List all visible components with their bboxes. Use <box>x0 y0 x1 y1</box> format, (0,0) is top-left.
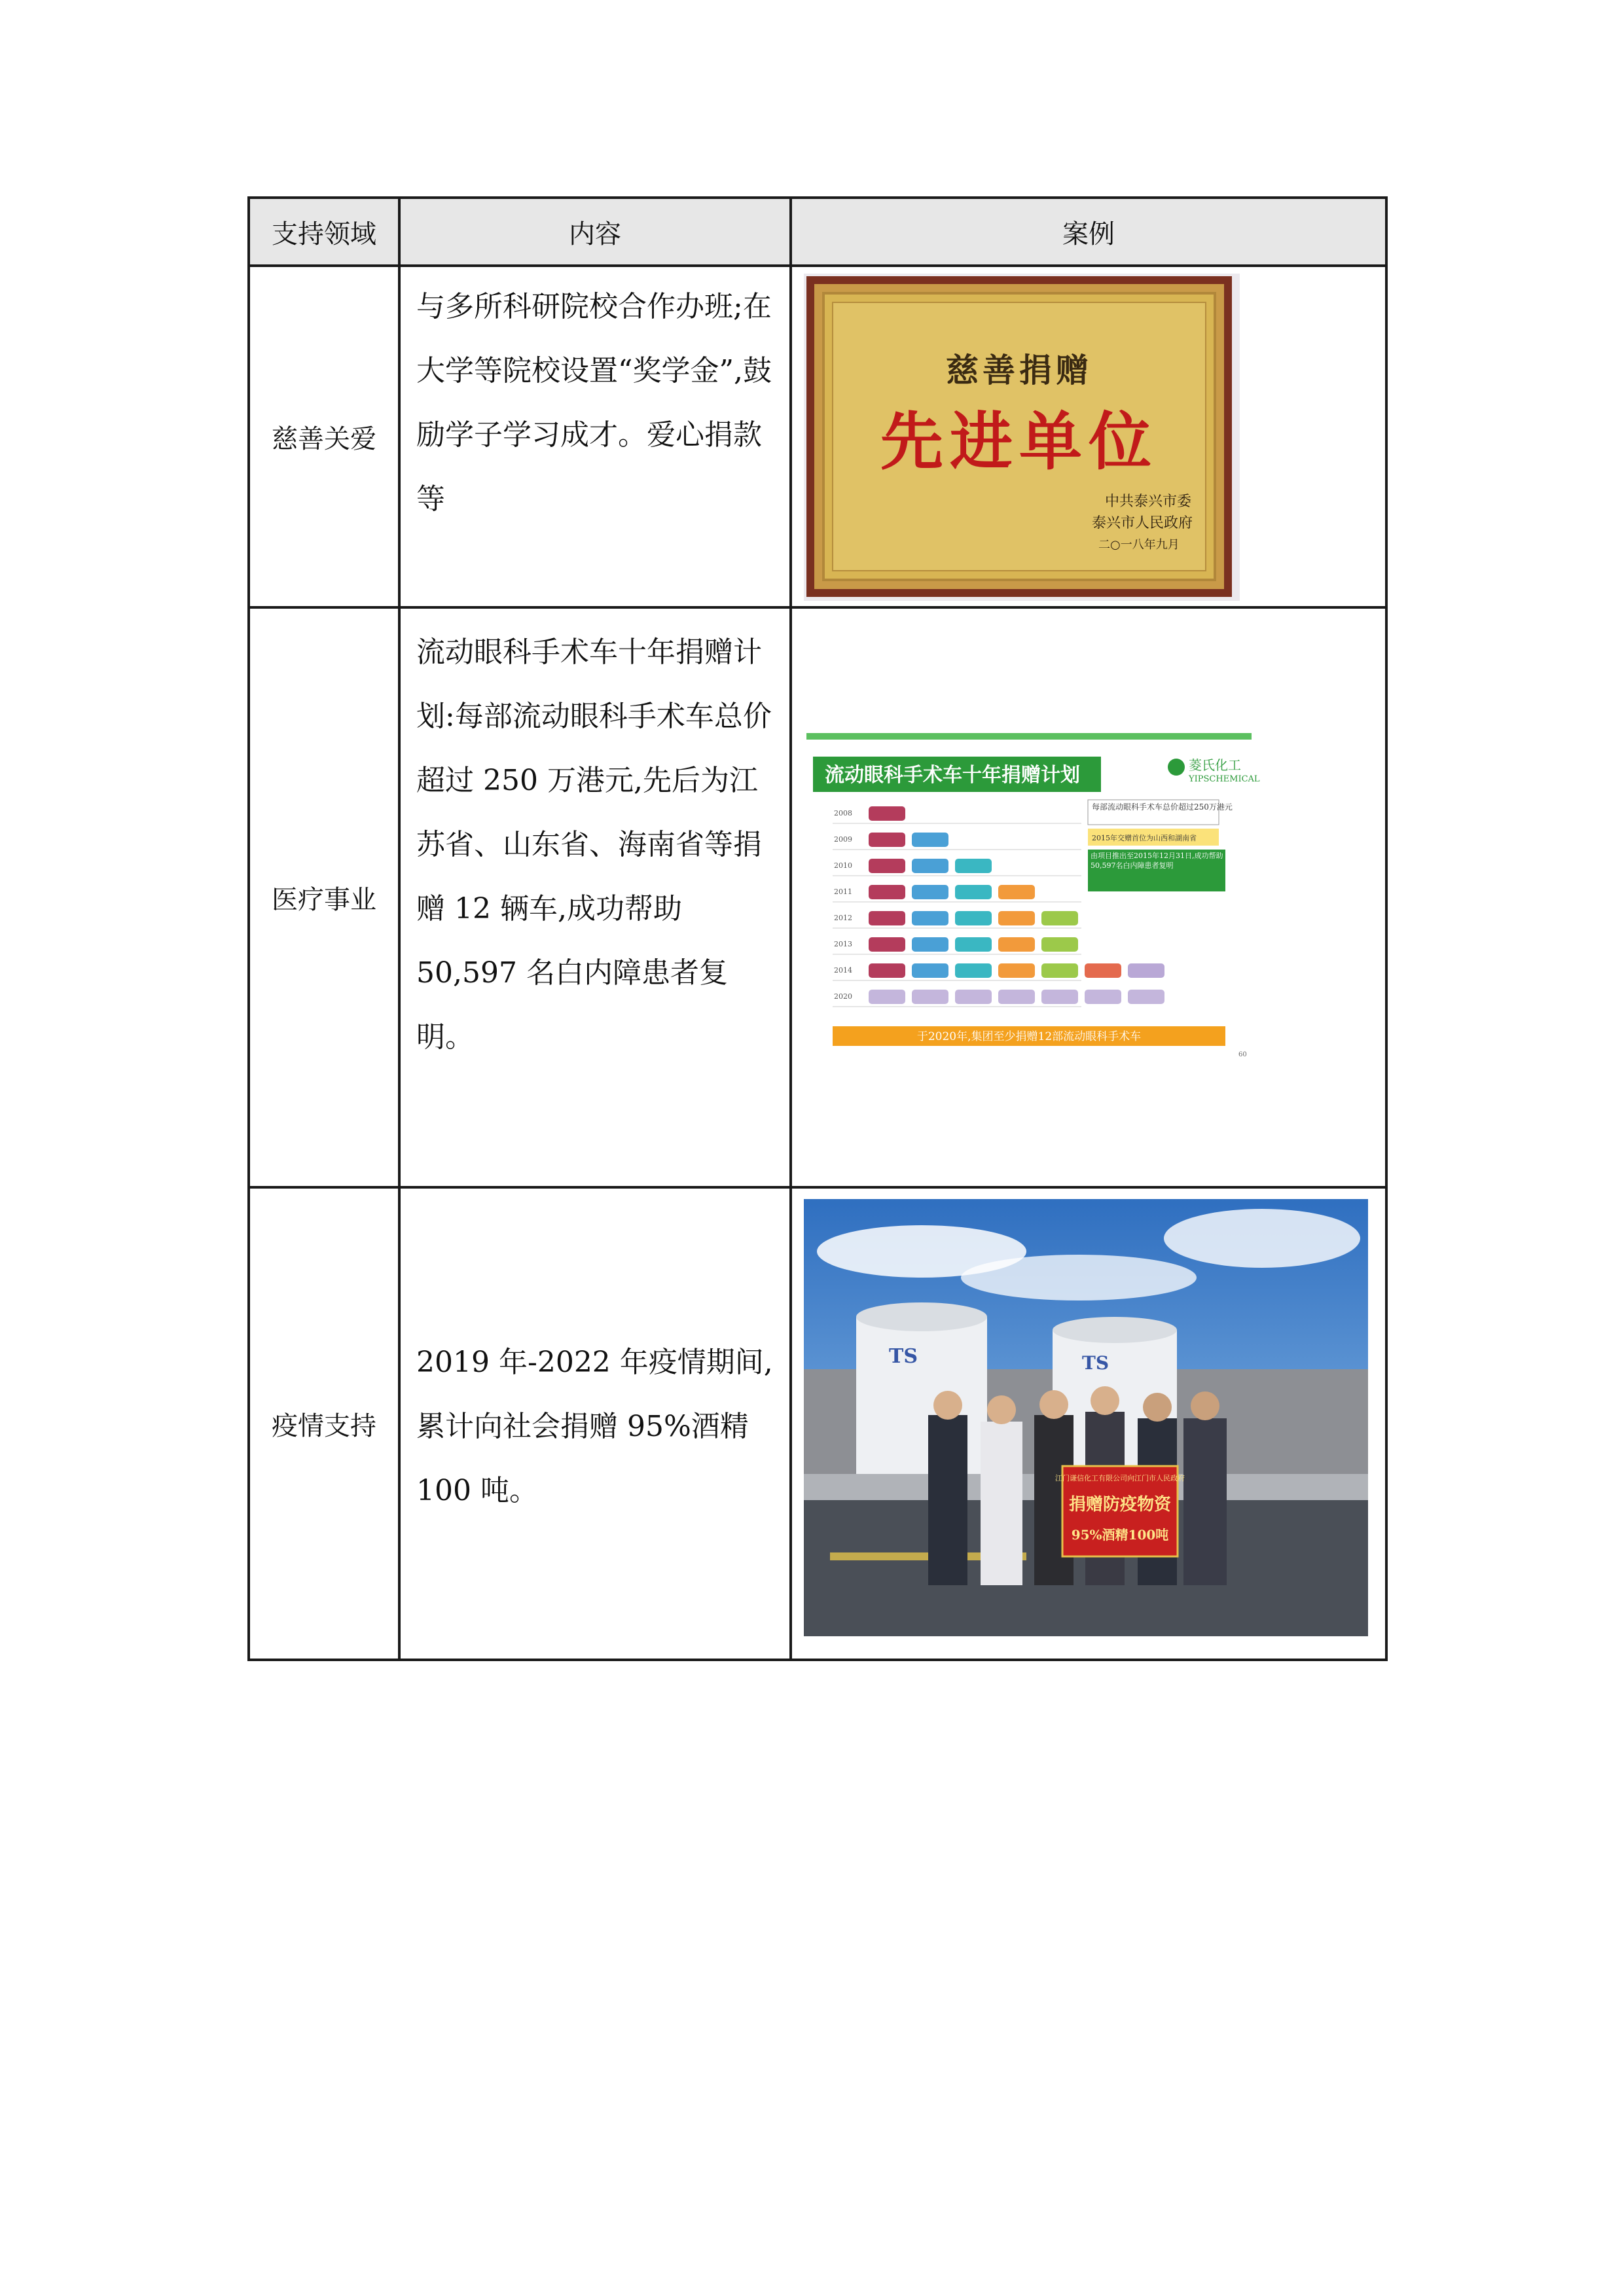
slide-bus-icon <box>912 859 948 873</box>
slide-note3: 由项目推出至2015年12月31日,成功帮助50,597名白内障患者复明 <box>1091 852 1223 870</box>
slide-bus-icon <box>955 885 992 899</box>
slide-bus-icon <box>998 911 1035 925</box>
slide-bus-icon <box>998 990 1035 1004</box>
plaque-line2: 先进单位 <box>880 404 1158 478</box>
slide-year-label: 2013 <box>834 940 852 948</box>
slide-year-label: 2020 <box>834 992 852 1001</box>
slide-bus-icon <box>869 937 905 952</box>
support-table <box>247 196 1388 1661</box>
content-cell: 与多所科研院校合作办班;在大学等院校设置“奖学金”,鼓励学子学习成才。爱心捐款等 <box>399 266 791 607</box>
slide-brand-en: YIPSCHEMICAL <box>1189 774 1260 784</box>
slide-bus-icon <box>1085 990 1121 1004</box>
slide-bus-icon <box>955 963 992 978</box>
slide-bus-icon <box>912 963 948 978</box>
plaque-image <box>804 274 1240 601</box>
plaque-line1: 慈善捐赠 <box>946 351 1092 389</box>
slide-bus-icon <box>912 833 948 847</box>
slide-bus-icon <box>869 911 905 925</box>
tank-label: TS <box>1082 1352 1110 1374</box>
header-case: 案例 <box>791 198 1386 266</box>
slide-bus-icon <box>869 885 905 899</box>
slide-bus-icon <box>912 990 948 1004</box>
table-row <box>249 607 1386 1187</box>
plaque-issuer1: 中共泰兴市委 <box>1105 493 1192 510</box>
slide-bus-icon <box>955 859 992 873</box>
slide-bus-icon <box>912 885 948 899</box>
slide-bus-icon <box>998 963 1035 978</box>
slide-bus-icon <box>1041 990 1078 1004</box>
content-cell: 流动眼科手术车十年捐赠计划:每部流动眼科手术车总价超过 250 万港元,先后为江苏省、山东省、海南省等捐赠 12 辆车,成功帮助 50,597 名白内障患者复明。 <box>399 607 791 1187</box>
slide-bus-icon <box>869 806 905 821</box>
slide-bus-icon <box>998 885 1035 899</box>
area-cell: 疫情支持 <box>249 1187 399 1660</box>
header-area: 支持领域 <box>249 198 399 266</box>
slide-bus-icon <box>869 859 905 873</box>
slide-bus-icon <box>912 937 948 952</box>
slide-note1: 每部流动眼科手术车总价超过250万港元 <box>1092 802 1233 812</box>
slide-bus-icon <box>998 937 1035 952</box>
banner-title: 捐赠防疫物资 <box>1068 1495 1172 1515</box>
slide-year-label: 2010 <box>834 861 852 870</box>
slide-bus-icon <box>1085 963 1121 978</box>
slide-bus-icon <box>1041 963 1078 978</box>
banner-small-text: 江门谦信化工有限公司向江门市人民政府 <box>1055 1474 1185 1482</box>
case-cell <box>791 607 1386 1187</box>
tank-label: TS <box>889 1345 918 1368</box>
banner-detail: 95%酒精100吨 <box>1071 1527 1169 1543</box>
slide-bus-icon <box>955 911 992 925</box>
slide-bus-icon <box>1041 911 1078 925</box>
header-content: 内容 <box>399 198 791 266</box>
case-cell <box>791 266 1386 607</box>
slide-footer: 于2020年,集团至少捐赠12部流动眼科手术车 <box>916 1030 1142 1043</box>
slide-year-label: 2008 <box>834 809 852 817</box>
area-cell: 医疗事业 <box>249 607 399 1187</box>
slide-brand: 菱氏化工 <box>1189 757 1241 773</box>
slide-bus-icon <box>1041 937 1078 952</box>
slide-bus-icon <box>869 990 905 1004</box>
slide-bus-icon <box>955 937 992 952</box>
donation-photo <box>804 1199 1368 1636</box>
brand-logo-icon <box>1168 759 1185 776</box>
slide-bus-icon <box>912 911 948 925</box>
table-row <box>249 1187 1386 1660</box>
slide-title: 流动眼科手术车十年捐赠计划 <box>825 764 1080 787</box>
case-cell <box>791 1187 1386 1660</box>
content-cell: 2019 年-2022 年疫情期间,累计向社会捐赠 95%酒精 100 吨。 <box>399 1187 791 1660</box>
slide-year-label: 2011 <box>834 888 852 896</box>
donation-plan-slide <box>806 733 1260 1060</box>
plaque-issuer2: 泰兴市人民政府 <box>1092 515 1193 531</box>
slide-bus-icon <box>869 833 905 847</box>
slide-bus-icon <box>955 990 992 1004</box>
slide-bus-icon <box>1128 963 1164 978</box>
slide-year-label: 2009 <box>834 835 852 844</box>
slide-year-label: 2014 <box>834 966 852 975</box>
slide-bus-icon <box>1128 990 1164 1004</box>
slide-page-number: 60 <box>1238 1051 1247 1058</box>
table-row <box>249 266 1386 607</box>
slide-note2: 2015年交赠首位为山西和湖南省 <box>1092 834 1197 842</box>
slide-bus-icon <box>869 963 905 978</box>
slide-year-label: 2012 <box>834 914 852 922</box>
table-header-row <box>249 198 1386 266</box>
plaque-date: 二○一八年九月 <box>1098 538 1180 552</box>
area-cell: 慈善关爱 <box>249 266 399 607</box>
